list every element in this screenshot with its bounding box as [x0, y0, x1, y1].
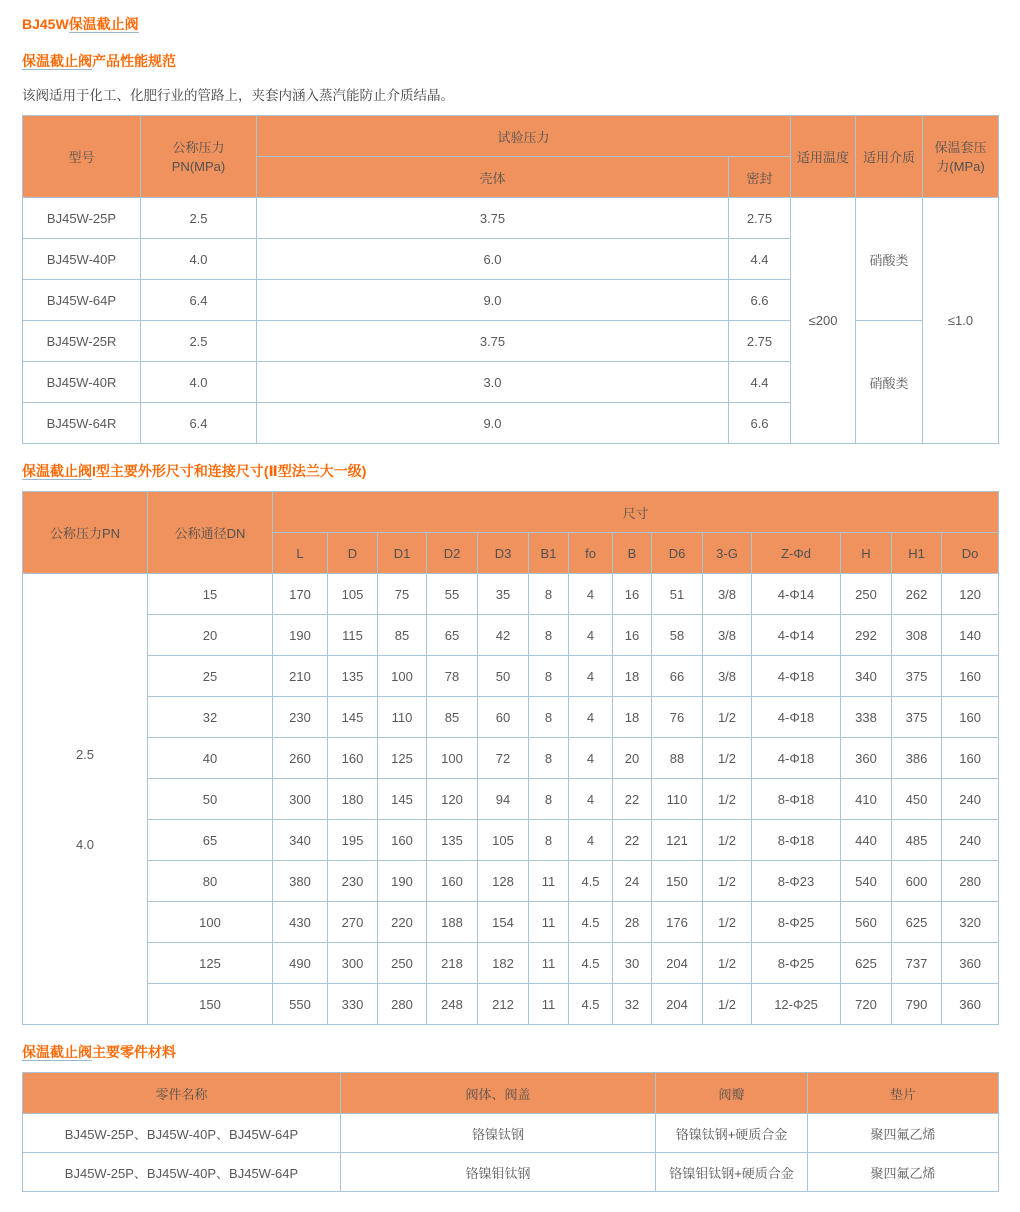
cell-3G: 3/8: [703, 656, 752, 697]
cell-D: 270: [328, 902, 378, 943]
cell-D1: 250: [378, 943, 427, 984]
cell-parts: BJ45W-25P、BJ45W-40P、BJ45W-64P: [23, 1114, 341, 1153]
cell-Zd: 4-Φ14: [752, 615, 841, 656]
cell-seal: 6.6: [729, 403, 791, 444]
cell-Do: 240: [942, 779, 999, 820]
jacket-header-line2: 力(MPa): [936, 158, 985, 174]
table-row: [23, 1114, 999, 1153]
table-row: [23, 1153, 999, 1192]
col-subheader: H: [841, 533, 892, 574]
cell-dn: 65: [148, 820, 273, 861]
cell-shell: 3.75: [257, 321, 729, 362]
cell-D: 160: [328, 738, 378, 779]
cell-B: 18: [613, 656, 652, 697]
pn-value: 2.5: [75, 746, 95, 762]
cell-Do: 360: [942, 984, 999, 1025]
cell-Do: 160: [942, 738, 999, 779]
table-row: [23, 779, 999, 820]
cell-Do: 320: [942, 902, 999, 943]
col-subheader: H1: [892, 533, 942, 574]
cell-D1: 125: [378, 738, 427, 779]
cell-D: 145: [328, 697, 378, 738]
cell-dn: 50: [148, 779, 273, 820]
cell-D6: 66: [652, 656, 703, 697]
col-header-medium: 适用介质: [856, 116, 923, 198]
table-row: [23, 738, 999, 779]
table-row: [23, 902, 999, 943]
page-title: [22, 14, 998, 34]
cell-seal: 2.75: [729, 321, 791, 362]
cell-D6: 88: [652, 738, 703, 779]
cell-L: 380: [273, 861, 328, 902]
cell-D2: 55: [427, 574, 478, 615]
cell-model: BJ45W-64R: [23, 403, 141, 444]
cell-L: 430: [273, 902, 328, 943]
col-header-gasket: 垫片: [808, 1073, 999, 1114]
cell-D1: 85: [378, 615, 427, 656]
cell-H1: 450: [892, 779, 942, 820]
cell-D2: 120: [427, 779, 478, 820]
col-subheader: 3-G: [703, 533, 752, 574]
header-row: [23, 1073, 999, 1114]
cell-L: 260: [273, 738, 328, 779]
cell-D6: 51: [652, 574, 703, 615]
cell-L: 550: [273, 984, 328, 1025]
cell-Do: 120: [942, 574, 999, 615]
cell-3G: 1/2: [703, 861, 752, 902]
cell-D6: 204: [652, 984, 703, 1025]
cell-3G: 1/2: [703, 697, 752, 738]
col-header-disc: 阀瓣: [656, 1073, 808, 1114]
table-row: [23, 820, 999, 861]
cell-D3: 35: [478, 574, 529, 615]
cell-H1: 600: [892, 861, 942, 902]
cell-H: 540: [841, 861, 892, 902]
cell-B: 22: [613, 820, 652, 861]
col-header-seal: 密封: [729, 157, 791, 198]
cell-Zd: 8-Φ25: [752, 943, 841, 984]
cell-fo: 4: [569, 656, 613, 697]
cell-L: 230: [273, 697, 328, 738]
cell-H: 560: [841, 902, 892, 943]
col-header-nominal-pressure-pn: 公称压力PN: [23, 492, 148, 574]
jacket-pressure-merged-cell: ≤1.0: [923, 198, 999, 444]
cell-D: 330: [328, 984, 378, 1025]
cell-pn: 2.5: [141, 198, 257, 239]
cell-D6: 176: [652, 902, 703, 943]
cell-gasket: 聚四氟乙烯: [808, 1114, 999, 1153]
cell-model: BJ45W-40P: [23, 239, 141, 280]
col-subheader: fo: [569, 533, 613, 574]
cell-D3: 42: [478, 615, 529, 656]
table-row: [23, 198, 999, 239]
dimensions-heading-link[interactable]: 保温截止阀: [22, 463, 92, 479]
cell-B1: 8: [529, 779, 569, 820]
cell-Zd: 4-Φ18: [752, 738, 841, 779]
cell-Zd: 12-Φ25: [752, 984, 841, 1025]
cell-D1: 110: [378, 697, 427, 738]
cell-Zd: 4-Φ14: [752, 574, 841, 615]
cell-L: 170: [273, 574, 328, 615]
cell-dn: 32: [148, 697, 273, 738]
cell-shell: 3.75: [257, 198, 729, 239]
cell-D6: 150: [652, 861, 703, 902]
cell-D: 105: [328, 574, 378, 615]
cell-dn: 20: [148, 615, 273, 656]
cell-Zd: 8-Φ25: [752, 902, 841, 943]
dimensions-table-body: [23, 574, 999, 1025]
cell-B1: 8: [529, 820, 569, 861]
dimensions-heading-rest: I型主要外形尺寸和连接尺寸(Ⅱ型法兰大一级): [92, 463, 367, 479]
cell-D3: 212: [478, 984, 529, 1025]
cell-L: 340: [273, 820, 328, 861]
cell-shell: 9.0: [257, 280, 729, 321]
cell-B: 22: [613, 779, 652, 820]
cell-fo: 4: [569, 615, 613, 656]
cell-Do: 240: [942, 820, 999, 861]
cell-B: 24: [613, 861, 652, 902]
pn-header-line2: PN(MPa): [171, 158, 226, 174]
col-header-nominal-diameter-dn: 公称通径DN: [148, 492, 273, 574]
cell-B: 30: [613, 943, 652, 984]
cell-shell: 3.0: [257, 362, 729, 403]
cell-H: 440: [841, 820, 892, 861]
cell-D6: 58: [652, 615, 703, 656]
cell-D2: 248: [427, 984, 478, 1025]
cell-H1: 737: [892, 943, 942, 984]
cell-D1: 190: [378, 861, 427, 902]
cell-pn: 6.4: [141, 403, 257, 444]
table-row: [23, 943, 999, 984]
cell-D1: 145: [378, 779, 427, 820]
cell-fo: 4.5: [569, 984, 613, 1025]
cell-L: 300: [273, 779, 328, 820]
cell-D: 135: [328, 656, 378, 697]
cell-dn: 40: [148, 738, 273, 779]
cell-3G: 1/2: [703, 902, 752, 943]
cell-B: 18: [613, 697, 652, 738]
cell-H1: 375: [892, 656, 942, 697]
pn-value: 4.0: [75, 836, 95, 852]
cell-parts: BJ45W-25P、BJ45W-40P、BJ45W-64P: [23, 1153, 341, 1192]
col-header-shell: 壳体: [257, 157, 729, 198]
cell-D2: 188: [427, 902, 478, 943]
cell-H: 360: [841, 738, 892, 779]
performance-heading-rest: 产品性能规范: [92, 53, 176, 69]
cell-H: 338: [841, 697, 892, 738]
cell-seal: 6.6: [729, 280, 791, 321]
performance-table: [22, 115, 999, 444]
temperature-merged-cell: ≤200: [791, 198, 856, 444]
page-title-link[interactable]: 保温截止阀: [68, 16, 139, 32]
cell-D3: 60: [478, 697, 529, 738]
dimensions-section-heading: [22, 461, 998, 481]
cell-D6: 121: [652, 820, 703, 861]
cell-B1: 11: [529, 943, 569, 984]
cell-dn: 80: [148, 861, 273, 902]
cell-B1: 8: [529, 574, 569, 615]
cell-D2: 78: [427, 656, 478, 697]
materials-heading-link[interactable]: 保温截止阀: [22, 1044, 92, 1060]
cell-disc: 铬镍钛钢+硬质合金: [656, 1114, 808, 1153]
col-subheader: B1: [529, 533, 569, 574]
cell-D6: 76: [652, 697, 703, 738]
cell-L: 190: [273, 615, 328, 656]
cell-disc: 铬镍钼钛钢+硬质合金: [656, 1153, 808, 1192]
cell-B: 28: [613, 902, 652, 943]
cell-model: BJ45W-25R: [23, 321, 141, 362]
pn-values: [25, 746, 145, 853]
cell-D3: 72: [478, 738, 529, 779]
header-row: [23, 492, 999, 533]
cell-dn: 15: [148, 574, 273, 615]
cell-Zd: 4-Φ18: [752, 697, 841, 738]
cell-H: 410: [841, 779, 892, 820]
medium-merged-cell-r: 硝酸类: [856, 321, 923, 444]
col-header-nominal-pressure: [141, 116, 257, 198]
cell-pn: 4.0: [141, 239, 257, 280]
cell-H1: 790: [892, 984, 942, 1025]
cell-fo: 4.5: [569, 943, 613, 984]
cell-D1: 75: [378, 574, 427, 615]
cell-3G: 3/8: [703, 574, 752, 615]
cell-H1: 625: [892, 902, 942, 943]
cell-H: 625: [841, 943, 892, 984]
cell-D2: 65: [427, 615, 478, 656]
cell-D2: 100: [427, 738, 478, 779]
materials-table: [22, 1072, 999, 1192]
cell-B: 16: [613, 574, 652, 615]
materials-section-heading: [22, 1042, 998, 1062]
col-subheader: B: [613, 533, 652, 574]
cell-H1: 485: [892, 820, 942, 861]
cell-dn: 125: [148, 943, 273, 984]
cell-pn: 6.4: [141, 280, 257, 321]
cell-shell: 6.0: [257, 239, 729, 280]
cell-pn: 2.5: [141, 321, 257, 362]
col-header-part-name: 零件名称: [23, 1073, 341, 1114]
col-header-body-bonnet: 阀体、阀盖: [341, 1073, 656, 1114]
table-row: [23, 697, 999, 738]
cell-B: 20: [613, 738, 652, 779]
cell-Do: 160: [942, 697, 999, 738]
cell-D1: 280: [378, 984, 427, 1025]
header-row: [23, 116, 999, 157]
performance-heading-link[interactable]: 保温截止阀: [22, 53, 92, 69]
table-row: [23, 656, 999, 697]
cell-fo: 4.5: [569, 902, 613, 943]
cell-B1: 11: [529, 984, 569, 1025]
cell-D: 180: [328, 779, 378, 820]
col-subheader: D2: [427, 533, 478, 574]
cell-Do: 160: [942, 656, 999, 697]
cell-L: 490: [273, 943, 328, 984]
cell-D3: 154: [478, 902, 529, 943]
cell-gasket: 聚四氟乙烯: [808, 1153, 999, 1192]
cell-B: 16: [613, 615, 652, 656]
cell-D: 300: [328, 943, 378, 984]
col-subheader: D3: [478, 533, 529, 574]
cell-D: 115: [328, 615, 378, 656]
col-header-jacket-pressure: [923, 116, 999, 198]
cell-fo: 4: [569, 574, 613, 615]
cell-shell: 9.0: [257, 403, 729, 444]
cell-B1: 11: [529, 902, 569, 943]
cell-D3: 94: [478, 779, 529, 820]
col-header-size: 尺寸: [273, 492, 999, 533]
cell-body-bonnet: 铬镍钼钛钢: [341, 1153, 656, 1192]
jacket-header-line1: 保温套压: [934, 139, 987, 155]
cell-D2: 85: [427, 697, 478, 738]
cell-D1: 160: [378, 820, 427, 861]
cell-D3: 105: [478, 820, 529, 861]
cell-Do: 140: [942, 615, 999, 656]
col-subheader: D: [328, 533, 378, 574]
cell-seal: 4.4: [729, 362, 791, 403]
pn-header-line1: 公称压力: [172, 139, 225, 155]
cell-B1: 8: [529, 738, 569, 779]
cell-Zd: 8-Φ18: [752, 779, 841, 820]
cell-model: BJ45W-64P: [23, 280, 141, 321]
page-title-prefix: BJ45W: [22, 16, 69, 32]
cell-D1: 220: [378, 902, 427, 943]
cell-Do: 360: [942, 943, 999, 984]
cell-Zd: 4-Φ18: [752, 656, 841, 697]
cell-3G: 1/2: [703, 820, 752, 861]
dimensions-table: [22, 491, 999, 1025]
cell-B1: 8: [529, 615, 569, 656]
cell-model: BJ45W-40R: [23, 362, 141, 403]
cell-fo: 4.5: [569, 861, 613, 902]
cell-fo: 4: [569, 738, 613, 779]
cell-H: 250: [841, 574, 892, 615]
cell-B: 32: [613, 984, 652, 1025]
cell-D3: 128: [478, 861, 529, 902]
col-header-temperature: 适用温度: [791, 116, 856, 198]
col-header-test-pressure: 试验压力: [257, 116, 791, 157]
table-row: [23, 574, 999, 615]
intro-paragraph: 该阀适用于化工、化肥行业的管路上，夹套内涵入蒸汽能防止介质结晶。: [22, 88, 454, 103]
cell-D2: 218: [427, 943, 478, 984]
col-subheader: Do: [942, 533, 999, 574]
cell-pn: 4.0: [141, 362, 257, 403]
cell-dn: 25: [148, 656, 273, 697]
cell-D2: 160: [427, 861, 478, 902]
cell-fo: 4: [569, 820, 613, 861]
cell-Zd: 8-Φ23: [752, 861, 841, 902]
col-header-model: 型号: [23, 116, 141, 198]
cell-3G: 1/2: [703, 984, 752, 1025]
cell-3G: 1/2: [703, 738, 752, 779]
cell-H1: 375: [892, 697, 942, 738]
cell-H: 340: [841, 656, 892, 697]
cell-H1: 386: [892, 738, 942, 779]
cell-B1: 8: [529, 656, 569, 697]
cell-D6: 204: [652, 943, 703, 984]
cell-3G: 3/8: [703, 615, 752, 656]
cell-seal: 2.75: [729, 198, 791, 239]
cell-dn: 150: [148, 984, 273, 1025]
cell-fo: 4: [569, 697, 613, 738]
medium-merged-cell-p: 硝酸类: [856, 198, 923, 321]
col-subheader: Z-Φd: [752, 533, 841, 574]
cell-H: 292: [841, 615, 892, 656]
cell-fo: 4: [569, 779, 613, 820]
cell-D2: 135: [427, 820, 478, 861]
cell-Do: 280: [942, 861, 999, 902]
cell-3G: 1/2: [703, 779, 752, 820]
col-subheader: L: [273, 533, 328, 574]
col-subheader: D6: [652, 533, 703, 574]
cell-dn: 100: [148, 902, 273, 943]
cell-body-bonnet: 铬镍钛钢: [341, 1114, 656, 1153]
cell-D: 230: [328, 861, 378, 902]
cell-Zd: 8-Φ18: [752, 820, 841, 861]
cell-3G: 1/2: [703, 943, 752, 984]
table-row: [23, 984, 999, 1025]
table-row: [23, 861, 999, 902]
cell-H1: 308: [892, 615, 942, 656]
cell-model: BJ45W-25P: [23, 198, 141, 239]
cell-D6: 110: [652, 779, 703, 820]
cell-H: 720: [841, 984, 892, 1025]
performance-section-heading: [22, 51, 998, 71]
cell-seal: 4.4: [729, 239, 791, 280]
cell-H1: 262: [892, 574, 942, 615]
materials-heading-rest: 主要零件材料: [92, 1044, 176, 1060]
col-subheader: D1: [378, 533, 427, 574]
cell-D3: 182: [478, 943, 529, 984]
cell-B1: 8: [529, 697, 569, 738]
table-row: [23, 615, 999, 656]
cell-B1: 11: [529, 861, 569, 902]
pn-merged-cell: [23, 574, 148, 1025]
cell-D: 195: [328, 820, 378, 861]
cell-L: 210: [273, 656, 328, 697]
cell-D1: 100: [378, 656, 427, 697]
cell-D3: 50: [478, 656, 529, 697]
